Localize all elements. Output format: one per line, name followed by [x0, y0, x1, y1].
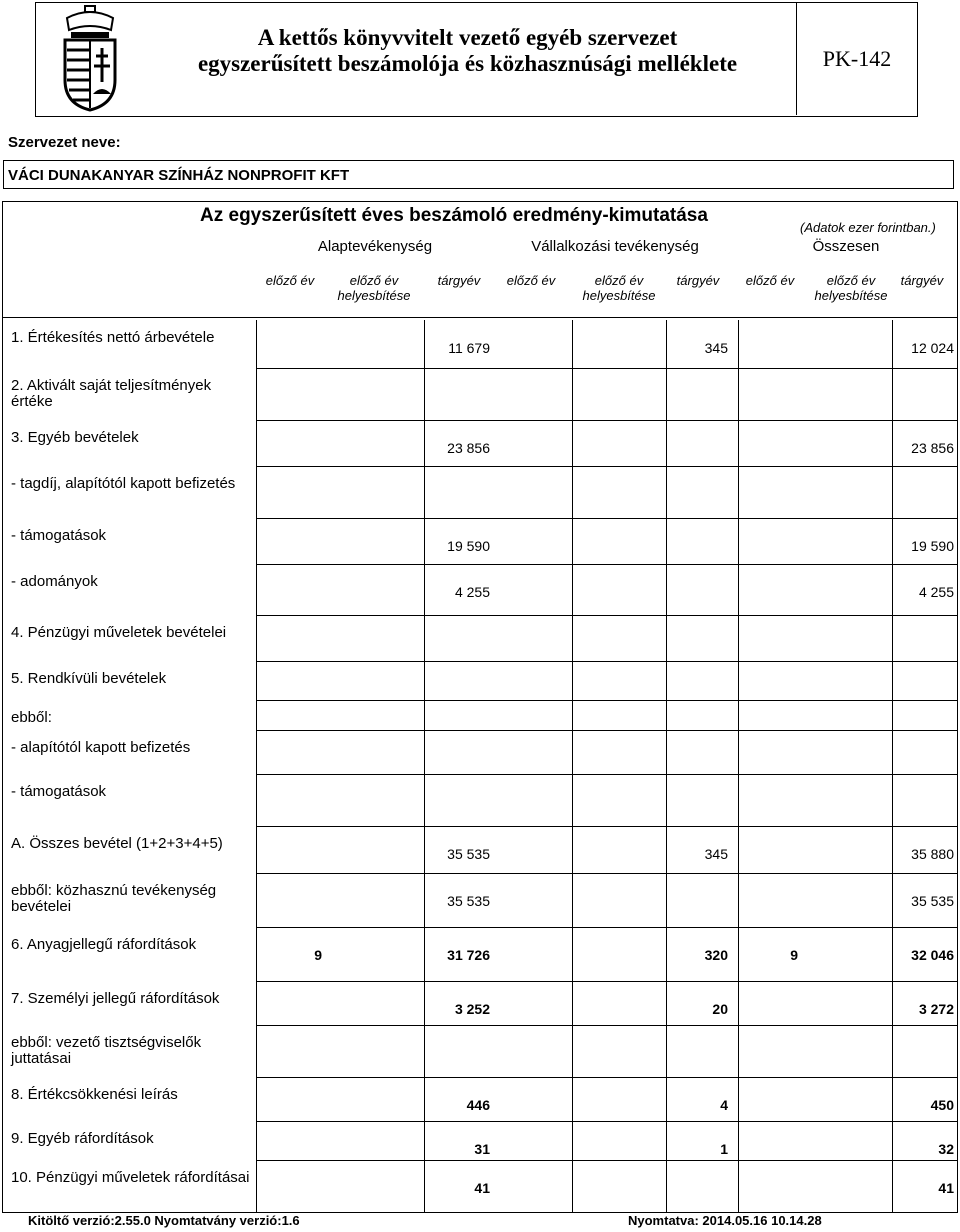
- row-divider: [256, 615, 958, 616]
- footer-printed: Nyomtatva: 2014.05.16 10.14.28: [628, 1213, 822, 1228]
- cell-border: [738, 730, 739, 774]
- value-cell: 32 046: [911, 947, 954, 963]
- value-cell: 35 880: [911, 846, 954, 862]
- column-header: tárgyév: [900, 273, 944, 288]
- hungarian-coat-of-arms-icon: [55, 4, 125, 112]
- cell-border: [256, 420, 257, 466]
- value-cell: 31 726: [447, 947, 490, 963]
- row-divider: [256, 466, 958, 467]
- column-header: tárgyév: [437, 273, 481, 288]
- value-cell: 32: [938, 1141, 954, 1157]
- cell-border: [424, 368, 425, 420]
- cell-border: [666, 700, 667, 730]
- cell-border: [738, 873, 739, 927]
- cell-border: [666, 564, 667, 615]
- value-cell: 446: [466, 1097, 490, 1113]
- row-label: 4. Pénzügyi műveletek bevételei: [11, 624, 227, 641]
- group-header-business: Vállalkozási tevékenység: [531, 238, 699, 255]
- row-label: - adományok: [11, 573, 98, 590]
- column-header: előző év: [745, 273, 795, 288]
- cell-border: [572, 1077, 573, 1121]
- cell-border: [256, 615, 257, 661]
- cell-border: [738, 661, 739, 700]
- value-cell: 23 856: [447, 440, 490, 456]
- row-label: - tagdíj, alapítótól kapott befizetés: [11, 475, 236, 492]
- cell-border: [892, 1025, 893, 1077]
- row-label: ebből:: [11, 709, 52, 726]
- cell-border: [572, 564, 573, 615]
- cell-border: [424, 661, 425, 700]
- cell-border: [892, 466, 893, 518]
- row-label: A. Összes bevétel (1+2+3+4+5): [11, 835, 223, 852]
- cell-border: [572, 1160, 573, 1212]
- row-divider: [256, 700, 958, 701]
- form-title-line2: egyszerűsített beszámolója és közhasznúsági melléklete: [197, 51, 738, 76]
- value-cell: 4 255: [918, 584, 954, 600]
- cell-border: [256, 774, 257, 826]
- value-cell: 41: [474, 1180, 490, 1196]
- column-header: előző év helyesbítése: [582, 273, 656, 303]
- cell-border: [572, 927, 573, 981]
- value-cell: 31: [474, 1141, 490, 1157]
- organization-name-field: VÁCI DUNAKANYAR SZÍNHÁZ NONPROFIT KFT: [3, 160, 954, 189]
- cell-border: [572, 700, 573, 730]
- column-header: előző év: [506, 273, 556, 288]
- cell-border: [572, 368, 573, 420]
- row-divider: [256, 774, 958, 775]
- cell-border: [666, 730, 667, 774]
- cell-border: [256, 466, 257, 518]
- column-header: előző év helyesbítése: [337, 273, 411, 303]
- cell-border: [738, 981, 739, 1025]
- row-divider: [256, 661, 958, 662]
- cell-border: [572, 420, 573, 466]
- row-label: - támogatások: [11, 527, 107, 544]
- cell-border: [892, 615, 893, 661]
- value-cell: 4 255: [454, 584, 490, 600]
- cell-border: [892, 774, 893, 826]
- cell-border: [892, 368, 893, 420]
- row-divider: [256, 826, 958, 827]
- cell-border: [256, 1121, 257, 1160]
- value-cell: 20: [712, 1001, 728, 1017]
- row-label: 10. Pénzügyi műveletek ráfordításai: [11, 1169, 250, 1186]
- cell-border: [572, 320, 573, 368]
- form-title: [140, 25, 795, 77]
- value-cell: 345: [704, 846, 728, 862]
- value-cell: 19 590: [447, 538, 490, 554]
- cell-border: [572, 1025, 573, 1077]
- cell-border: [256, 826, 257, 873]
- value-cell: 450: [930, 1097, 954, 1113]
- cell-border: [572, 615, 573, 661]
- group-header-basic: Alaptevékenység: [317, 238, 433, 255]
- value-cell: 41: [938, 1180, 954, 1196]
- cell-border: [738, 1077, 739, 1121]
- unit-note: (Adatok ezer forintban.): [800, 220, 936, 235]
- value-cell: 12 024: [911, 340, 954, 356]
- cell-border: [424, 1025, 425, 1077]
- cell-border: [666, 518, 667, 564]
- cell-border: [256, 368, 257, 420]
- cell-border: [738, 1025, 739, 1077]
- cell-border: [424, 730, 425, 774]
- cell-border: [892, 661, 893, 700]
- cell-border: [738, 615, 739, 661]
- cell-border: [256, 730, 257, 774]
- row-label: ebből: vezető tisztségviselők juttatásai: [11, 1034, 202, 1067]
- cell-border: [666, 873, 667, 927]
- cell-border: [572, 730, 573, 774]
- cell-border: [572, 826, 573, 873]
- cell-border: [738, 466, 739, 518]
- row-label: - támogatások: [11, 783, 107, 800]
- row-label: ebből: közhasznú tevékenység bevételei: [11, 882, 217, 915]
- cell-border: [256, 1160, 257, 1212]
- value-cell: 35 535: [447, 893, 490, 909]
- cell-border: [256, 700, 257, 730]
- column-header: tárgyév: [676, 273, 720, 288]
- cell-border: [256, 981, 257, 1025]
- cell-border: [572, 518, 573, 564]
- cell-border: [256, 661, 257, 700]
- cell-border: [666, 466, 667, 518]
- value-cell: 35 535: [911, 893, 954, 909]
- row-divider: [256, 730, 958, 731]
- cell-border: [666, 420, 667, 466]
- value-cell: 9: [790, 947, 798, 963]
- cell-border: [666, 368, 667, 420]
- row-divider: [256, 368, 958, 369]
- row-label: 7. Személyi jellegű ráfordítások: [11, 990, 220, 1007]
- value-cell: 345: [704, 340, 728, 356]
- value-cell: 3 272: [918, 1001, 954, 1017]
- cell-border: [738, 420, 739, 466]
- cell-border: [738, 518, 739, 564]
- cell-border: [738, 320, 739, 368]
- form-code: PK-142: [796, 2, 917, 115]
- cell-border: [572, 774, 573, 826]
- cell-border: [572, 873, 573, 927]
- table-title: Az egyszerűsített éves beszámoló eredmény-kimutatása: [200, 205, 708, 226]
- value-cell: 3 252: [454, 1001, 490, 1017]
- cell-border: [256, 320, 257, 368]
- column-header: előző év: [265, 273, 315, 288]
- cell-border: [572, 1121, 573, 1160]
- cell-border: [256, 873, 257, 927]
- row-label: 9. Egyéb ráfordítások: [11, 1130, 154, 1147]
- cell-border: [738, 1160, 739, 1212]
- cell-border: [666, 615, 667, 661]
- row-label: 6. Anyagjellegű ráfordítások: [11, 936, 197, 953]
- cell-border: [892, 730, 893, 774]
- cell-border: [256, 518, 257, 564]
- value-cell: 23 856: [911, 440, 954, 456]
- cell-border: [572, 661, 573, 700]
- row-label: - alapítótól kapott befizetés: [11, 739, 191, 756]
- value-cell: 9: [314, 947, 322, 963]
- cell-border: [666, 774, 667, 826]
- row-divider: [256, 420, 958, 421]
- cell-border: [424, 615, 425, 661]
- cell-border: [666, 1025, 667, 1077]
- cell-border: [738, 700, 739, 730]
- row-divider: [256, 564, 958, 565]
- form-title-line1: A kettős könyvvitelt vezető egyéb szervezet: [257, 25, 678, 50]
- cell-border: [572, 466, 573, 518]
- cell-border: [666, 1160, 667, 1212]
- row-divider: [256, 1121, 958, 1122]
- cell-border: [738, 1121, 739, 1160]
- row-divider: [256, 927, 958, 928]
- footer-version: Kitöltő verzió:2.55.0 Nyomtatvány verzió:1.6: [28, 1213, 300, 1228]
- value-cell: 1: [720, 1141, 728, 1157]
- cell-border: [256, 564, 257, 615]
- row-divider: [256, 1212, 958, 1213]
- cell-border: [666, 661, 667, 700]
- cell-border: [424, 774, 425, 826]
- cell-border: [738, 826, 739, 873]
- row-label: 3. Egyéb bevételek: [11, 429, 139, 446]
- row-divider: [256, 981, 958, 982]
- row-divider: [256, 1160, 958, 1161]
- row-label: 2. Aktivált saját teljesítmények értéke: [11, 377, 212, 410]
- row-divider: [256, 873, 958, 874]
- value-cell: 19 590: [911, 538, 954, 554]
- value-cell: 35 535: [447, 846, 490, 862]
- group-header-total: Összesen: [812, 238, 880, 255]
- row-divider: [256, 1077, 958, 1078]
- header-divider: [2, 317, 958, 318]
- cell-border: [738, 368, 739, 420]
- cell-border: [256, 1077, 257, 1121]
- cell-border: [256, 1025, 257, 1077]
- value-cell: 4: [720, 1097, 728, 1113]
- row-divider: [256, 518, 958, 519]
- cell-border: [424, 700, 425, 730]
- row-divider: [256, 1025, 958, 1026]
- cell-border: [738, 774, 739, 826]
- value-cell: 320: [704, 947, 728, 963]
- row-label: 5. Rendkívüli bevételek: [11, 670, 167, 687]
- cell-border: [424, 466, 425, 518]
- cell-border: [738, 564, 739, 615]
- cell-border: [572, 981, 573, 1025]
- organization-label: Szervezet neve:: [8, 134, 121, 151]
- column-header: előző év helyesbítése: [814, 273, 888, 303]
- cell-border: [892, 700, 893, 730]
- value-cell: 11 679: [448, 340, 490, 356]
- row-label: 8. Értékcsökkenési leírás: [11, 1086, 178, 1103]
- row-label: 1. Értékesítés nettó árbevétele: [11, 329, 215, 346]
